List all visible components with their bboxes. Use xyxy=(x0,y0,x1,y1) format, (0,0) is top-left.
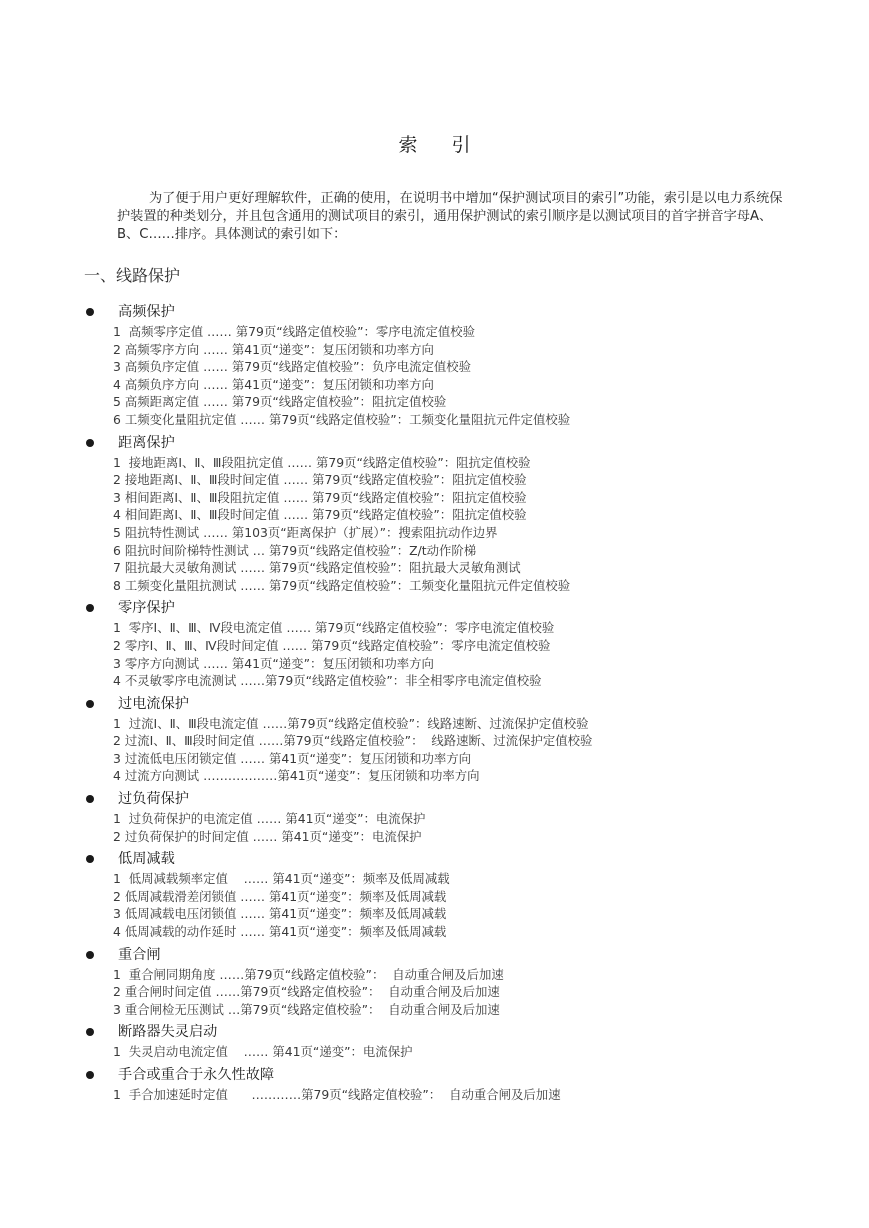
index-entry: 3 零序方向测试 …… 第41页“递变”：复压闭锁和功率方向 xyxy=(113,655,434,671)
index-entry: 1 高频零序定值 …… 第79页“线路定值校验”：零序电流定值校验 xyxy=(113,324,476,339)
index-entry: 6 工频变化量阻抗定值 …… 第79页“线路定值校验”：工频变化量阻抗元件定值校验 xyxy=(113,411,571,427)
category-heading xyxy=(84,694,844,715)
page-title: 索 引 xyxy=(398,134,485,156)
index-entry: 3 相间距离Ⅰ、Ⅱ、Ⅲ段阻抗定值 …… 第79页“线路定值校验”：阻抗定值校验 xyxy=(113,489,527,505)
index-entry: 1 低周减载频率定值 …… 第41页“递变”：频率及低周减载 xyxy=(113,871,450,887)
category-heading xyxy=(84,302,844,323)
category-heading xyxy=(84,1065,844,1086)
category-label: 过电流保护 xyxy=(118,695,189,712)
intro-paragraph: 为了便于用户更好理解软件，正确的使用，在说明书中增加“保护测试项目的索引”功能，索引是以电力系统保护装置的种类划分，并且包含通用的测试项目的索引，通用保护测试的索引顺序是以测试项目的首字拼音字母A、B、C……排序。具体测试的索引如下： xyxy=(117,191,783,242)
index-entry: 4 不灵敏零序电流测试 ……第79页“线路定值校验”：非全相零序电流定值校验 xyxy=(113,673,542,689)
index-entry: 2 重合闸时间定值 ……第79页“线路定值校验”： 自动重合闸及后加速 xyxy=(113,984,500,1000)
index-entry: 4 相间距离Ⅰ、Ⅱ、Ⅲ段时间定值 …… 第79页“线路定值校验”：阻抗定值校验 xyxy=(113,507,527,523)
index-entry: 5 高频距离定值 …… 第79页“线路定值校验”：阻抗定值校验 xyxy=(113,394,447,410)
bullet-icon xyxy=(86,1071,94,1079)
bullet-icon xyxy=(86,951,94,959)
bullet-icon xyxy=(86,308,94,316)
bullet-icon xyxy=(86,604,94,612)
category-list xyxy=(84,302,844,1108)
index-entry: 3 高频负序定值 …… 第79页“线路定值校验”：负序电流定值校验 xyxy=(113,359,472,375)
index-entry: 2 过负荷保护的时间定值 …… 第41页“递变”：电流保护 xyxy=(113,828,422,844)
category-label: 手合或重合于永久性故障 xyxy=(118,1067,275,1083)
bullet-icon xyxy=(86,700,94,708)
category-label: 低周减载 xyxy=(118,851,175,868)
category-label: 高频保护 xyxy=(118,304,175,320)
index-entry: 3 重合闸检无压测试 …第79页“线路定值校验”： 自动重合闸及后加速 xyxy=(113,1001,500,1017)
index-category xyxy=(84,789,844,849)
index-entry: 2 接地距离Ⅰ、Ⅱ、Ⅲ段时间定值 …… 第79页“线路定值校验”：阻抗定值校验 xyxy=(113,472,527,488)
index-entry: 5 阻抗特性测试 …… 第103页“距离保护（扩展）”：搜索阻抗动作边界 xyxy=(113,524,498,540)
category-label: 距离保护 xyxy=(118,434,175,451)
index-entry: 2 过流Ⅰ、Ⅱ、Ⅲ段时间定值 ……第79页“线路定值校验”： 线路速断、过流保护定值校验 xyxy=(113,733,593,749)
index-category xyxy=(84,1022,844,1065)
index-category xyxy=(84,694,844,789)
index-entry: 2 高频零序方向 …… 第41页“递变”：复压闭锁和功率方向 xyxy=(113,341,434,357)
category-label: 断路器失灵启动 xyxy=(118,1024,218,1041)
index-category xyxy=(84,433,844,599)
index-entry: 2 零序Ⅰ、Ⅱ、Ⅲ、Ⅳ段时间定值 …… 第79页“线路定值校验”：零序电流定值校验 xyxy=(113,637,551,653)
index-entry: 1 失灵启动电流定值 …… 第41页“递变”：电流保护 xyxy=(113,1044,413,1060)
index-entry: 7 阻抗最大灵敏角测试 …… 第79页“线路定值校验”：阻抗最大灵敏角测试 xyxy=(113,560,521,576)
bullet-icon xyxy=(86,795,94,803)
index-category xyxy=(84,945,844,1023)
index-entry: 1 接地距离Ⅰ、Ⅱ、Ⅲ段阻抗定值 …… 第79页“线路定值校验”：阻抗定值校验 xyxy=(113,454,531,470)
category-label: 过负荷保护 xyxy=(118,791,189,808)
category-heading xyxy=(84,598,844,619)
category-label: 重合闸 xyxy=(118,946,161,963)
index-category xyxy=(84,598,844,693)
index-entry: 3 过流低电压闭锁定值 …… 第41页“递变”：复压闭锁和功率方向 xyxy=(113,750,472,766)
category-heading xyxy=(84,433,844,454)
category-heading xyxy=(84,945,844,966)
index-entry: 4 低周减载的动作延时 …… 第41页“递变”：频率及低周减载 xyxy=(113,924,447,940)
index-entry: 1 重合闸同期角度 ……第79页“线路定值校验”： 自动重合闸及后加速 xyxy=(113,966,504,982)
index-entry: 8 工频变化量阻抗测试 …… 第79页“线路定值校验”：工频变化量阻抗元件定值校验 xyxy=(113,577,571,593)
section-heading: 一、线路保护 xyxy=(84,266,181,285)
index-entry: 1 过流Ⅰ、Ⅱ、Ⅲ段电流定值 ……第79页“线路定值校验”：线路速断、过流保护定值校验 xyxy=(113,715,589,731)
index-entry: 6 阻抗时间阶梯特性测试 … 第79页“线路定值校验”：Z/t动作阶梯 xyxy=(113,542,477,558)
bullet-icon xyxy=(86,1028,94,1036)
index-category xyxy=(84,1065,844,1108)
index-entry: 4 高频负序方向 …… 第41页“递变”：复压闭锁和功率方向 xyxy=(113,376,434,392)
category-heading xyxy=(84,789,844,810)
index-entry: 1 零序Ⅰ、Ⅱ、Ⅲ、Ⅳ段电流定值 …… 第79页“线路定值校验”：零序电流定值校验 xyxy=(113,620,555,636)
category-heading xyxy=(84,849,844,870)
index-category xyxy=(84,302,844,433)
category-heading xyxy=(84,1022,844,1043)
bullet-icon xyxy=(86,855,94,863)
bullet-icon xyxy=(86,439,94,447)
index-entry: 1 过负荷保护的电流定值 …… 第41页“递变”：电流保护 xyxy=(113,811,426,827)
index-entry: 1 手合加速延时定值 …………第79页“线路定值校验”： 自动重合闸及后加速 xyxy=(113,1087,561,1102)
category-label: 零序保护 xyxy=(118,600,175,617)
index-category xyxy=(84,849,844,944)
index-entry: 4 过流方向测试 ………………第41页“递变”：复压闭锁和功率方向 xyxy=(113,768,480,784)
index-entry: 2 低周减载滑差闭锁值 …… 第41页“递变”：频率及低周减载 xyxy=(113,888,447,904)
index-entry: 3 低周减载电压闭锁值 …… 第41页“递变”：频率及低周减载 xyxy=(113,906,447,922)
